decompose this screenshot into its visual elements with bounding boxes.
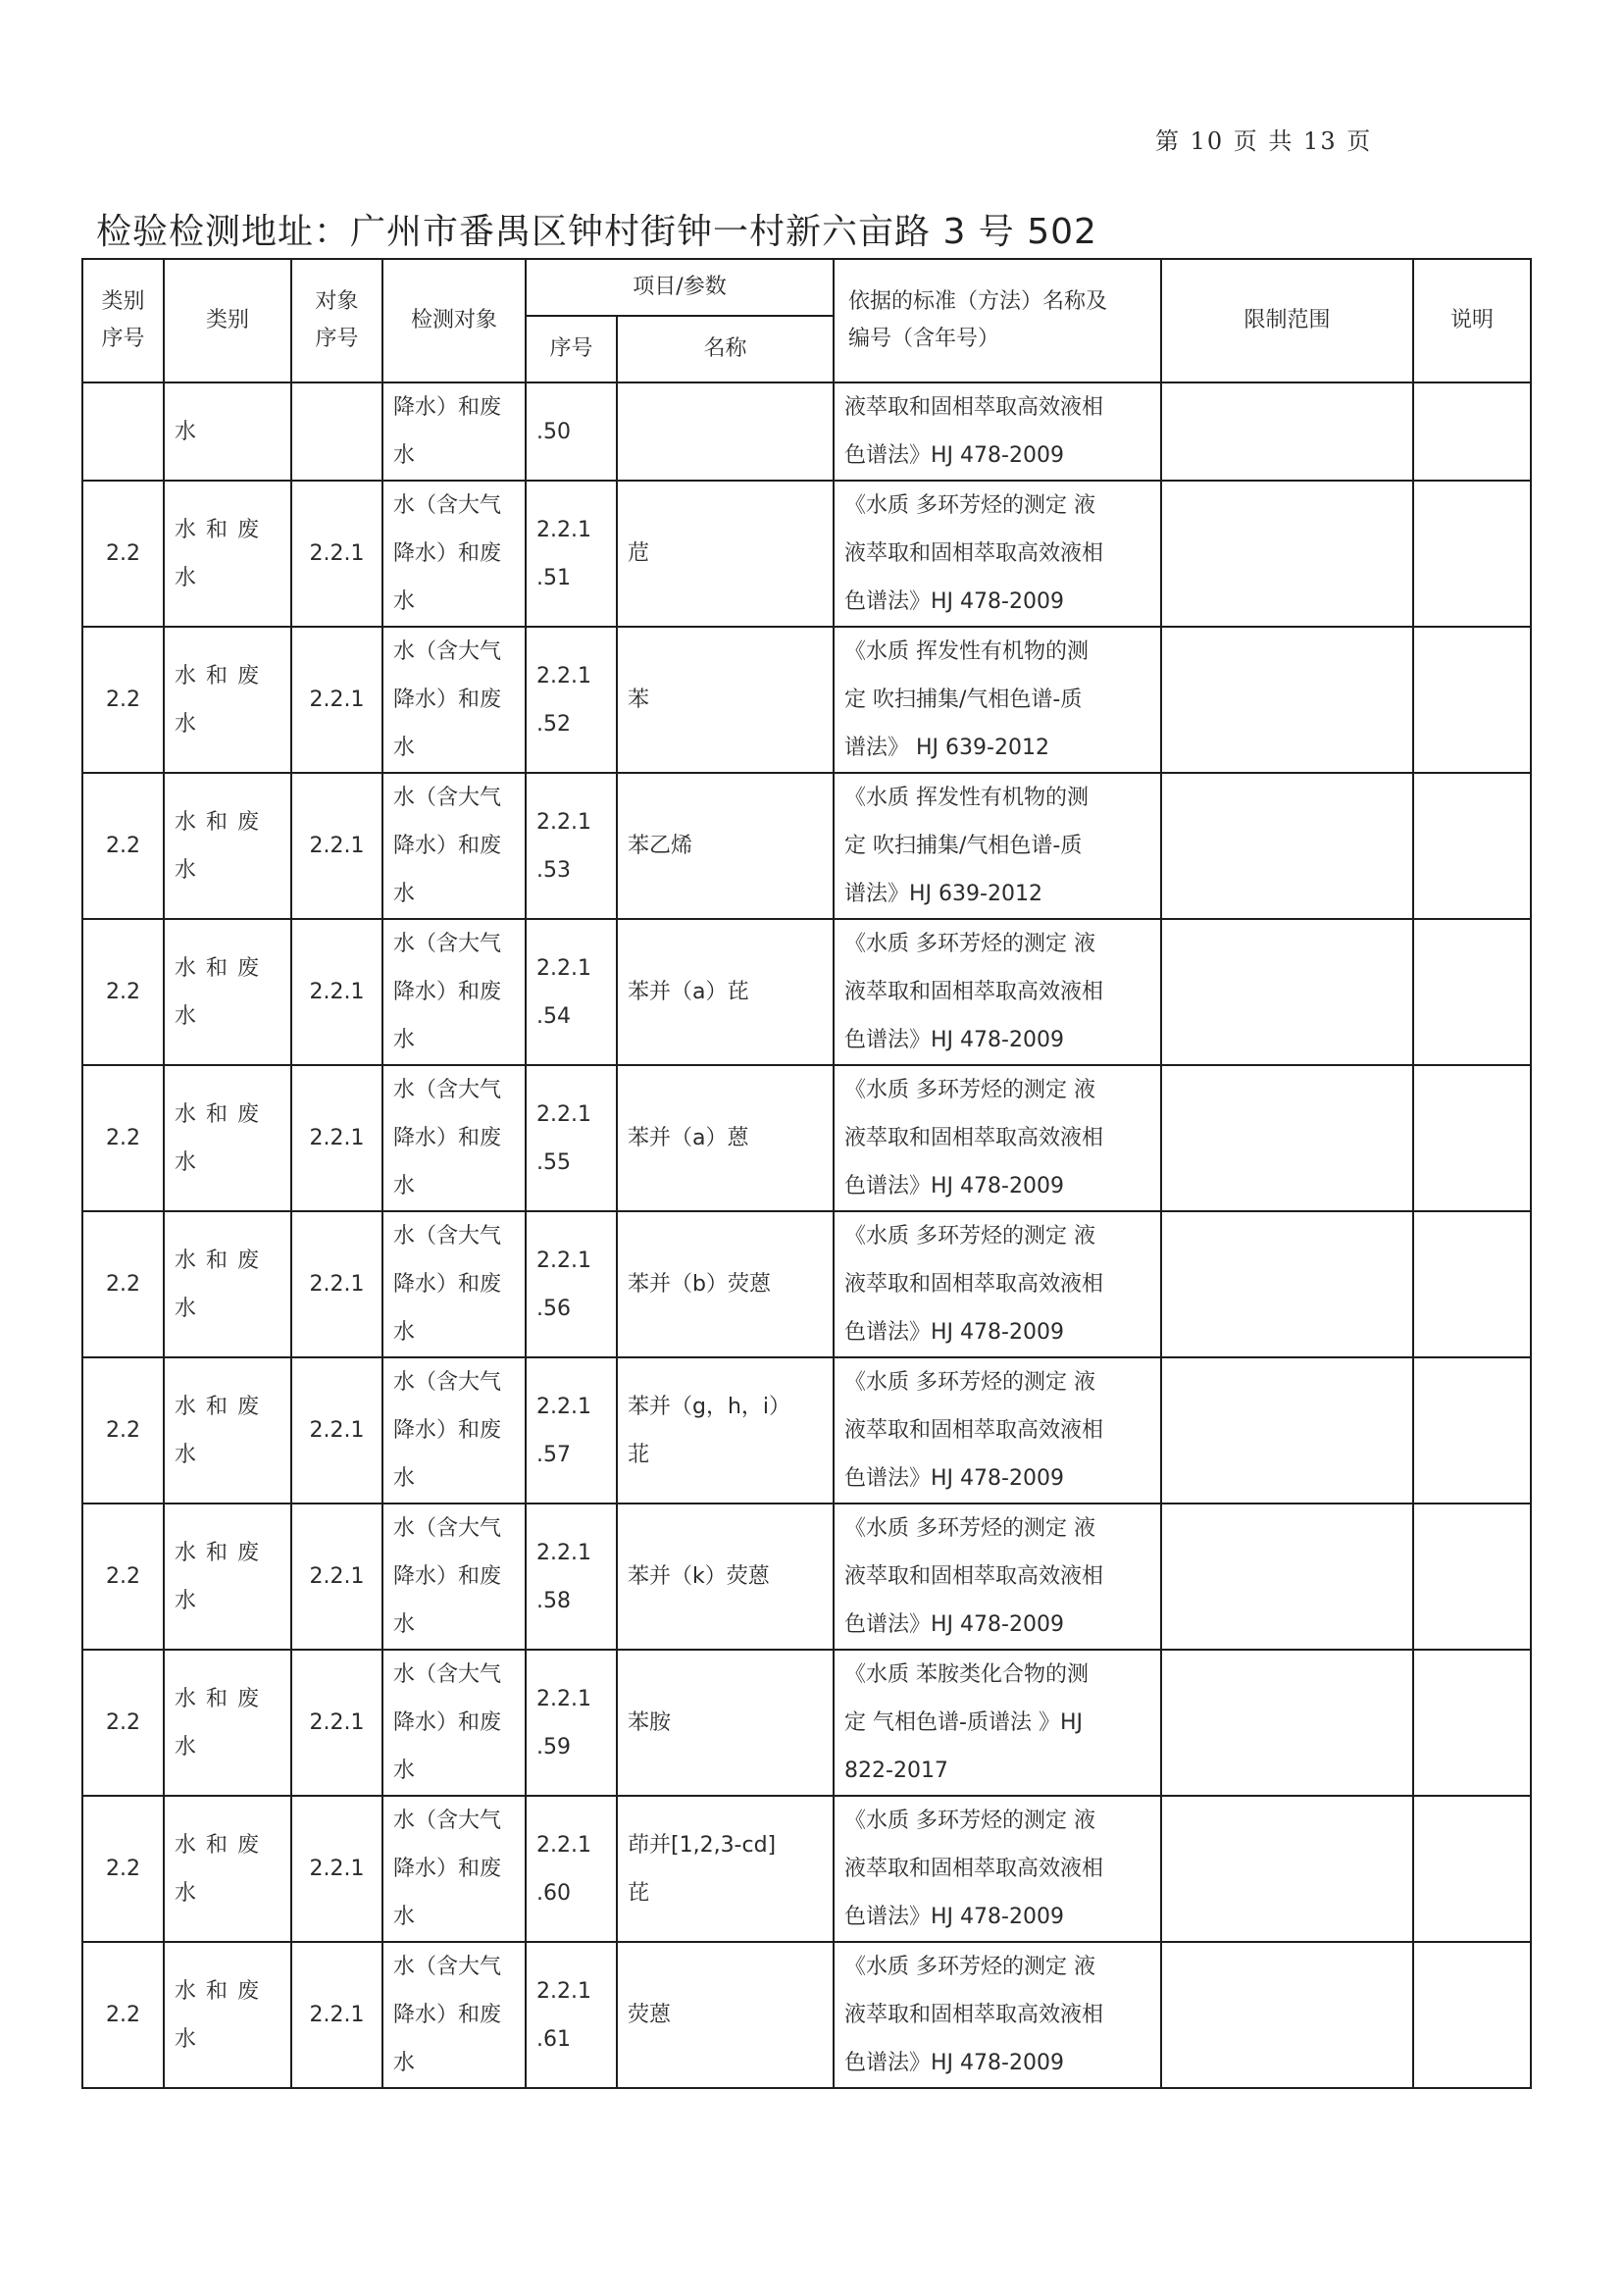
cell-line: .57: [536, 1442, 571, 1467]
address-value: 广州市番禺区钟村街钟一村新六亩路 3 号 502: [350, 212, 1097, 252]
cell-line: 降水）和废: [393, 1710, 502, 1735]
cell-category-no: 2.2: [82, 1504, 164, 1650]
cell-test-object: [382, 773, 526, 919]
cell-line: 苯并（k）荧蒽: [628, 1564, 770, 1589]
cell-standard: [834, 1796, 1161, 1942]
cell-line: 苯胺: [628, 1710, 672, 1735]
cell-line: 芘: [628, 1880, 650, 1906]
cell-item-name: [617, 1065, 834, 1211]
cell-line: .56: [536, 1296, 571, 1321]
cell-limit-range: [1161, 382, 1413, 481]
cell-line: 水: [175, 1734, 207, 1759]
header-object-no: [291, 259, 382, 382]
cell-line: .60: [536, 1880, 571, 1906]
cell-line: 《水质 多环芳烃的测定 液: [844, 1078, 1096, 1102]
cell-line: 降水）和废: [393, 2003, 502, 2027]
cell-item-name: [617, 773, 834, 919]
cell-line: 水: [393, 1174, 416, 1198]
page-number: 第 10 页 共 13 页: [1155, 127, 1373, 155]
cell-line: 水（含大气: [393, 1809, 502, 1833]
cell-limit-range: [1161, 1504, 1413, 1650]
cell-line: 降水）和废: [393, 1418, 502, 1443]
cell-item-no: [526, 1065, 617, 1211]
cell-object-no: 2.2.1: [291, 1504, 382, 1650]
cell-line: .55: [536, 1149, 571, 1175]
table-row: [82, 1796, 1531, 1942]
cell-item-no: [526, 1357, 617, 1504]
cell-line: 降水）和废: [393, 688, 502, 712]
cell-line: 《水质 苯胺类化合物的测: [844, 1662, 1090, 1687]
cell-line: 水: [175, 1296, 207, 1321]
cell-line: 水和废: [175, 1248, 270, 1273]
cell-line: 水和废: [175, 1101, 270, 1127]
cell-remarks: [1413, 919, 1531, 1065]
table-row: [82, 1942, 1531, 2088]
cell-category: [164, 1942, 291, 2088]
cell-category: [164, 481, 291, 627]
cell-line: 苝: [628, 1442, 650, 1467]
cell-line: 液萃取和固相萃取高效液相: [844, 2003, 1104, 2027]
header-text: 序号: [101, 327, 145, 351]
cell-line: 降水）和废: [393, 980, 502, 1004]
cell-item-name: [617, 1796, 834, 1942]
cell-line: 《水质 多环芳烃的测定 液: [844, 1224, 1096, 1249]
cell-remarks: [1413, 1211, 1531, 1357]
cell-line: 水和废: [175, 809, 270, 835]
cell-line: 水和废: [175, 1686, 270, 1711]
cell-line: 《水质 多环芳烃的测定 液: [844, 493, 1096, 518]
cell-line: 《水质 多环芳烃的测定 液: [844, 1809, 1096, 1833]
cell-line: 降水）和废: [393, 1857, 502, 1881]
cell-line: 《水质 多环芳烃的测定 液: [844, 1955, 1096, 1979]
header-limit-range: 限制范围: [1161, 259, 1413, 382]
cell-line: 苯: [628, 688, 650, 712]
cell-standard: [834, 773, 1161, 919]
cell-standard: [834, 1504, 1161, 1650]
cell-line: 2.2.1: [536, 517, 591, 542]
cell-line: 水: [175, 1003, 207, 1029]
table-row: [82, 627, 1531, 773]
address-label: 检验检测地址：: [96, 212, 351, 252]
cell-line: .61: [536, 2026, 571, 2052]
cell-category: [164, 1211, 291, 1357]
cell-line: 色谱法》HJ 478-2009: [844, 1905, 1064, 1929]
cell-limit-range: [1161, 1650, 1413, 1796]
cell-line: .59: [536, 1734, 571, 1759]
cell-remarks: [1413, 1065, 1531, 1211]
cell-test-object: [382, 1650, 526, 1796]
cell-line: 苯并（a）蒽: [628, 1126, 749, 1150]
cell-remarks: [1413, 1357, 1531, 1504]
cell-line: 水和废: [175, 1832, 270, 1858]
header-text: 序号: [315, 327, 359, 351]
cell-line: 茚并[1,2,3-cd]: [628, 1832, 777, 1858]
cell-category: [164, 1650, 291, 1796]
cell-line: 水: [393, 1759, 416, 1783]
cell-line: 水（含大气: [393, 1078, 502, 1102]
cell-standard: [834, 382, 1161, 481]
cell-line: 谱法》HJ 639-2012: [844, 882, 1042, 906]
cell-test-object: [382, 382, 526, 481]
cell-category: [164, 773, 291, 919]
cell-category-no: 2.2: [82, 1065, 164, 1211]
cell-line: 水（含大气: [393, 1224, 502, 1249]
table-row: [82, 1065, 1531, 1211]
cell-limit-range: [1161, 1065, 1413, 1211]
cell-object-no: 2.2.1: [291, 773, 382, 919]
cell-object-no: 2.2.1: [291, 1065, 382, 1211]
cell-item-no: [526, 773, 617, 919]
cell-line: 色谱法》HJ 478-2009: [844, 1320, 1064, 1345]
cell-line: 降水）和废: [393, 1564, 502, 1589]
cell-line: 液萃取和固相萃取高效液相: [844, 541, 1104, 566]
cell-line: 色谱法》HJ 478-2009: [844, 443, 1064, 468]
cell-line: 《水质 挥发性有机物的测: [844, 786, 1090, 810]
cell-category: [164, 1796, 291, 1942]
cell-line: 《水质 多环芳烃的测定 液: [844, 932, 1096, 956]
cell-line: 水（含大气: [393, 1370, 502, 1395]
cell-line: 2.2.1: [536, 1248, 591, 1273]
cell-category: 水: [164, 382, 291, 481]
cell-limit-range: [1161, 919, 1413, 1065]
cell-line: 定 气相色谱-质谱法 》HJ: [844, 1710, 1083, 1735]
header-item-no: 序号: [526, 316, 617, 382]
cell-line: 液萃取和固相萃取高效液相: [844, 1272, 1104, 1297]
cell-line: .51: [536, 565, 571, 590]
cell-test-object: [382, 1065, 526, 1211]
table-row-continuation: [82, 382, 1531, 481]
cell-category-no: 2.2: [82, 1796, 164, 1942]
cell-category: [164, 1504, 291, 1650]
cell-line: 荧蒽: [628, 2003, 672, 2027]
table-row: [82, 1357, 1531, 1504]
cell-item-no: [526, 1504, 617, 1650]
header-standard: [834, 259, 1161, 382]
cell-limit-range: [1161, 1942, 1413, 2088]
cell-line: 水和废: [175, 1978, 270, 2004]
cell-category: [164, 1065, 291, 1211]
header-text: 编号（含年号）: [848, 327, 1000, 351]
cell-line: .58: [536, 1588, 571, 1613]
cell-line: 水: [175, 857, 207, 883]
cell-limit-range: [1161, 773, 1413, 919]
cell-line: 水: [175, 2026, 207, 2052]
cell-item-no: [526, 919, 617, 1065]
cell-line: 水（含大气: [393, 1955, 502, 1979]
cell-limit-range: [1161, 627, 1413, 773]
cell-line: 水: [175, 1149, 207, 1175]
cell-line: 色谱法》HJ 478-2009: [844, 1612, 1064, 1637]
cell-line: 2.2.1: [536, 1978, 591, 2004]
cell-object-no: 2.2.1: [291, 919, 382, 1065]
cell-line: .53: [536, 857, 571, 883]
cell-category-no: 2.2: [82, 1650, 164, 1796]
cell-line: 水和废: [175, 1394, 270, 1419]
cell-line: 《水质 多环芳烃的测定 液: [844, 1516, 1096, 1541]
cell-limit-range: [1161, 481, 1413, 627]
cell-item-no: .50: [526, 382, 617, 481]
cell-item-no: [526, 1650, 617, 1796]
cell-line: 水（含大气: [393, 493, 502, 518]
cell-line: 降水）和废: [393, 834, 502, 858]
test-address-heading: [96, 204, 1097, 254]
cell-remarks: [1413, 773, 1531, 919]
cell-object-no: 2.2.1: [291, 1211, 382, 1357]
cell-line: 液萃取和固相萃取高效液相: [844, 980, 1104, 1004]
cell-item-no: [526, 481, 617, 627]
header-item-name: 名称: [617, 316, 834, 382]
cell-standard: [834, 919, 1161, 1065]
cell-test-object: [382, 1504, 526, 1650]
cell-line: 色谱法》HJ 478-2009: [844, 1174, 1064, 1198]
cell-line: 水和废: [175, 1540, 270, 1565]
cell-line: 降水）和废: [393, 541, 502, 566]
cell-category-no: 2.2: [82, 773, 164, 919]
cell-category-no: 2.2: [82, 627, 164, 773]
table-row: [82, 481, 1531, 627]
cell-line: 822-2017: [844, 1759, 948, 1783]
cell-remarks: [1413, 481, 1531, 627]
cell-item-name: [617, 627, 834, 773]
cell-line: 水: [393, 443, 416, 468]
accreditation-scope-table: [81, 258, 1532, 2089]
cell-item-name: [617, 1942, 834, 2088]
cell-category-no: 2.2: [82, 481, 164, 627]
cell-line: 液萃取和固相萃取高效液相: [844, 1564, 1104, 1589]
cell-line: 液萃取和固相萃取高效液相: [844, 395, 1104, 420]
cell-standard: [834, 1357, 1161, 1504]
cell-item-name: [617, 1211, 834, 1357]
cell-line: 液萃取和固相萃取高效液相: [844, 1857, 1104, 1881]
cell-line: 2.2.1: [536, 1101, 591, 1127]
header-item-param: 项目/参数: [526, 259, 834, 316]
cell-test-object: [382, 919, 526, 1065]
cell-test-object: [382, 1942, 526, 2088]
header-text: 依据的标准（方法）名称及: [848, 289, 1108, 314]
cell-line: 谱法》 HJ 639-2012: [844, 736, 1049, 760]
cell-line: 水: [393, 1905, 416, 1929]
header-text: 类别: [101, 289, 145, 314]
cell-remarks: [1413, 1796, 1531, 1942]
cell-line: .54: [536, 1003, 571, 1029]
cell-standard: [834, 1211, 1161, 1357]
cell-standard: [834, 1942, 1161, 2088]
cell-line: 水（含大气: [393, 639, 502, 664]
cell-line: 水（含大气: [393, 932, 502, 956]
cell-test-object: [382, 1357, 526, 1504]
cell-line: 《水质 多环芳烃的测定 液: [844, 1370, 1096, 1395]
table-row: [82, 1504, 1531, 1650]
cell-limit-range: [1161, 1796, 1413, 1942]
header-text: 对象: [315, 289, 359, 314]
cell-item-no: [526, 1942, 617, 2088]
cell-standard: [834, 1065, 1161, 1211]
cell-object-no: 2.2.1: [291, 1796, 382, 1942]
cell-item-no: [526, 1796, 617, 1942]
cell-item-name: [617, 1504, 834, 1650]
cell-line: 降水）和废: [393, 1272, 502, 1297]
cell-line: 苯并（a）芘: [628, 980, 749, 1004]
header-test-object: 检测对象: [382, 259, 526, 382]
cell-line: 水和废: [175, 955, 270, 981]
cell-line: 定 吹扫捕集/气相色谱-质: [844, 834, 1083, 858]
cell-remarks: [1413, 382, 1531, 481]
cell-line: 色谱法》HJ 478-2009: [844, 1028, 1064, 1052]
cell-remarks: [1413, 1650, 1531, 1796]
cell-line: 2.2.1: [536, 1540, 591, 1565]
cell-test-object: [382, 481, 526, 627]
cell-line: 水: [175, 1442, 207, 1467]
cell-line: 水: [175, 565, 207, 590]
table-row: [82, 919, 1531, 1065]
cell-item-name: [617, 1357, 834, 1504]
cell-line: 2.2.1: [536, 1394, 591, 1419]
cell-category: [164, 919, 291, 1065]
cell-line: 水和废: [175, 663, 270, 688]
cell-line: 水: [175, 1880, 207, 1906]
cell-object-no: 2.2.1: [291, 481, 382, 627]
cell-object-no: 2.2.1: [291, 627, 382, 773]
cell-line: 2.2.1: [536, 809, 591, 835]
cell-line: 降水）和废: [393, 395, 502, 420]
header-remarks: 说明: [1413, 259, 1531, 382]
cell-object-no: [291, 382, 382, 481]
cell-remarks: [1413, 1942, 1531, 2088]
cell-line: 水: [393, 736, 416, 760]
cell-line: 苯并（b）荧蒽: [628, 1272, 771, 1297]
cell-line: 定 吹扫捕集/气相色谱-质: [844, 688, 1083, 712]
cell-category: [164, 1357, 291, 1504]
cell-limit-range: [1161, 1211, 1413, 1357]
cell-line: 苯并（g，h，i）: [628, 1394, 791, 1419]
cell-item-name: [617, 1650, 834, 1796]
cell-line: 水: [393, 1320, 416, 1345]
header-category: 类别: [164, 259, 291, 382]
cell-category-no: [82, 382, 164, 481]
cell-remarks: [1413, 1504, 1531, 1650]
cell-item-no: [526, 627, 617, 773]
cell-line: 水（含大气: [393, 1662, 502, 1687]
cell-line: 水: [393, 1028, 416, 1052]
cell-line: 2.2.1: [536, 955, 591, 981]
cell-line: 水（含大气: [393, 1516, 502, 1541]
cell-line: 水: [393, 1466, 416, 1491]
cell-category-no: 2.2: [82, 1357, 164, 1504]
cell-line: 水: [393, 882, 416, 906]
cell-line: 《水质 挥发性有机物的测: [844, 639, 1090, 664]
cell-line: 液萃取和固相萃取高效液相: [844, 1418, 1104, 1443]
table-row: [82, 1650, 1531, 1796]
cell-line: 水: [393, 2051, 416, 2075]
table-row: [82, 1211, 1531, 1357]
cell-item-name: [617, 919, 834, 1065]
cell-line: 色谱法》HJ 478-2009: [844, 1466, 1064, 1491]
cell-item-name: [617, 481, 834, 627]
cell-limit-range: [1161, 1357, 1413, 1504]
cell-line: 2.2.1: [536, 663, 591, 688]
cell-line: 液萃取和固相萃取高效液相: [844, 1126, 1104, 1150]
table-row: [82, 773, 1531, 919]
cell-standard: [834, 1650, 1161, 1796]
header-category-no: [82, 259, 164, 382]
cell-category: [164, 627, 291, 773]
cell-line: 2.2.1: [536, 1832, 591, 1858]
cell-object-no: 2.2.1: [291, 1357, 382, 1504]
cell-line: 苊: [628, 541, 650, 566]
cell-test-object: [382, 627, 526, 773]
cell-object-no: 2.2.1: [291, 1942, 382, 2088]
cell-standard: [834, 481, 1161, 627]
cell-category-no: 2.2: [82, 1211, 164, 1357]
cell-line: 水和废: [175, 517, 270, 542]
cell-item-no: [526, 1211, 617, 1357]
cell-category-no: 2.2: [82, 919, 164, 1065]
cell-remarks: [1413, 627, 1531, 773]
cell-category-no: 2.2: [82, 1942, 164, 2088]
cell-item-name: [617, 382, 834, 481]
cell-line: 降水）和废: [393, 1126, 502, 1150]
cell-line: 色谱法》HJ 478-2009: [844, 2051, 1064, 2075]
cell-line: 色谱法》HJ 478-2009: [844, 589, 1064, 614]
cell-line: 水（含大气: [393, 786, 502, 810]
cell-line: 2.2.1: [536, 1686, 591, 1711]
cell-line: 苯乙烯: [628, 834, 693, 858]
cell-test-object: [382, 1796, 526, 1942]
cell-object-no: 2.2.1: [291, 1650, 382, 1796]
cell-line: .52: [536, 711, 571, 737]
cell-standard: [834, 627, 1161, 773]
cell-line: 水: [175, 1588, 207, 1613]
cell-test-object: [382, 1211, 526, 1357]
cell-line: 水: [175, 711, 207, 737]
cell-line: 水: [393, 1612, 416, 1637]
cell-line: 水: [393, 589, 416, 614]
